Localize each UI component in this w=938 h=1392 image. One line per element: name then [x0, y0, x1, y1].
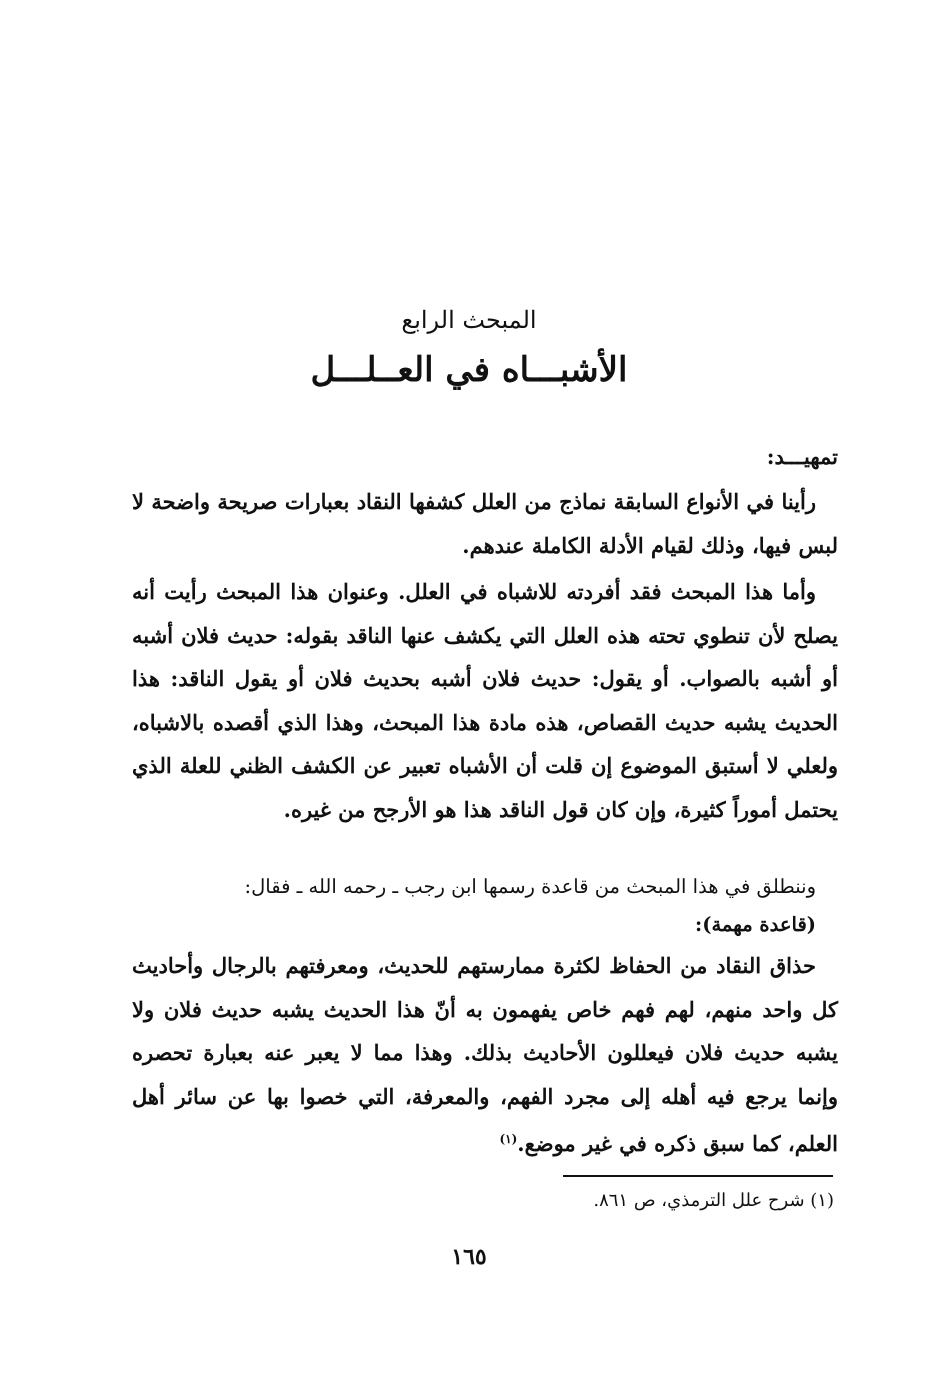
- footnote: (١) شرح علل الترمذي، ص ٨٦١.: [593, 1190, 834, 1211]
- quote-label: (قاعدة مهمة):: [695, 913, 816, 936]
- quote-intro: [132, 868, 838, 944]
- footnote-reference[interactable]: (١): [499, 1132, 518, 1146]
- paragraph-2: وأما هذا المبحث فقد أفردته للاشباه في العلل. وعنوان هذا المبحث رأيت أنه يصلح لأن تنطوي تحته هذه العلل التي يكشف عنها الناقد بقوله: حديث فلان أشبه أو أشبه بالصواب. أو يقول: حديث فلان أشبه بحديث فلان أو يقول الناقد: هذا الحديث يشبه حديث القصاص، هذه مادة هذا المبحث، وهذا الذي أقصده بالاشباه، ولعلي لا أستبق الموضوع إن قلت أن الأشباه تعبير عن الكشف الظني للعلة الذي يحتمل أموراً كثيرة، وإن كان قول الناقد هذا هو الأرجح من غيره.: [132, 579, 838, 822]
- intro-heading: تمهيـــد:: [766, 444, 838, 469]
- footnote-divider: [563, 1175, 833, 1177]
- paragraph-1: رأينا في الأنواع السابقة نماذج من العلل كشفها النقاد بعبارات صريحة واضحة لا لبس فيها، وذلك لقيام الأدلة الكاملة عندهم.: [132, 489, 838, 558]
- page-number: ١٦٥: [451, 1244, 487, 1270]
- section-subtitle: المبحث الرابع: [401, 306, 537, 334]
- quoted-paragraph: [132, 944, 838, 1166]
- section-title: الأشبـــاه في العــلـــل: [310, 350, 628, 390]
- quoted-text: حذاق النقاد من الحفاظ لكثرة ممارستهم للحديث، ومعرفتهم بالرجال وأحاديث كل واحد منهم، لهم فهم خاص يفهمون به أنّ هذا الحديث يشبه حديث فلان ولا يشبه حديث فلان فيعللون الأحاديث بذلك. وهذا مما لا يعبر عنه بعبارة تحصره وإنما يرجع فيه أهله إلى مجرد الفهم، والمعرفة، التي خصوا بها عن سائر أهل العلم، كما سبق ذكره في غير موضع.: [132, 953, 838, 1156]
- quote-lead: وننطلق في هذا المبحث من قاعدة رسمها ابن رجب ـ رحمه الله ـ فقال:: [244, 875, 816, 898]
